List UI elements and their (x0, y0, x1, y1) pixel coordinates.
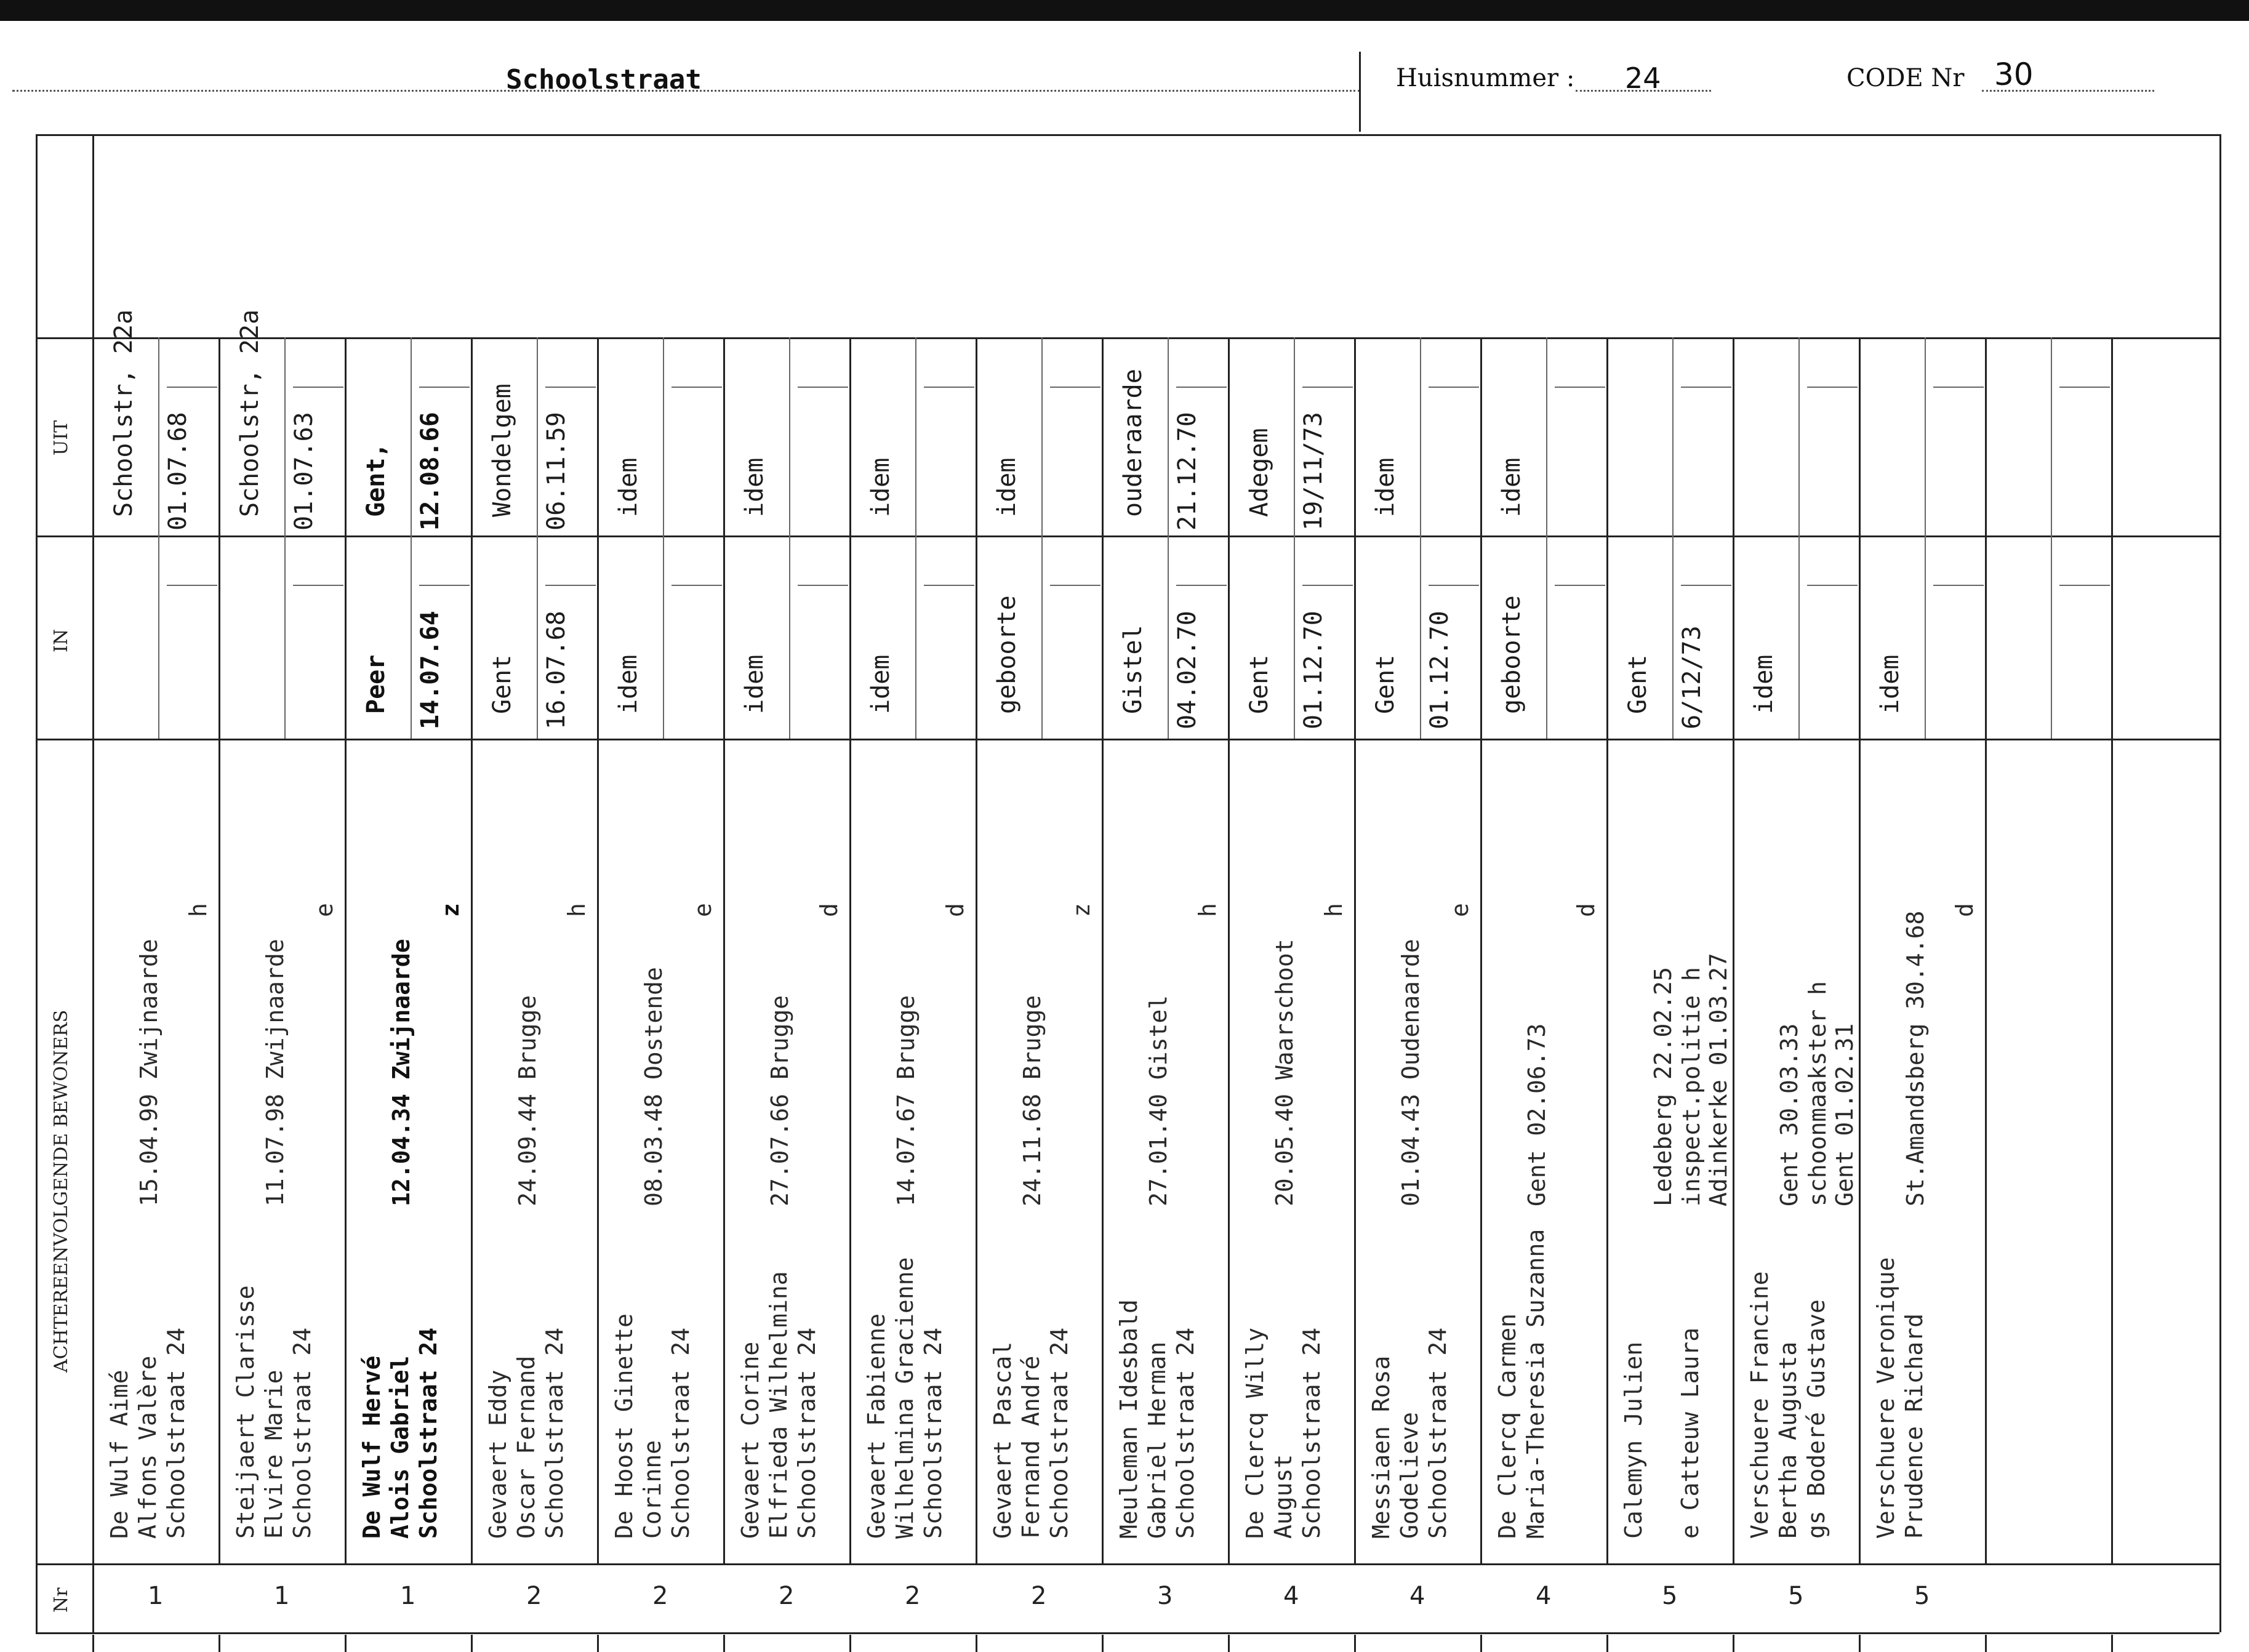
occupation: inspect.politie h (1678, 967, 1705, 1206)
in-date-dash (1933, 585, 1984, 586)
nr-tick (218, 1635, 220, 1652)
in-date-dash (545, 585, 596, 586)
section-divider-1 (36, 535, 2219, 537)
uit-date-dash (1050, 387, 1100, 388)
in-date-dash (419, 585, 470, 586)
uit-sub-divider (1546, 337, 1547, 535)
partner-birth: Adinkerke 01.03.27 (1705, 953, 1732, 1206)
in-place: Gistel (1119, 625, 1147, 714)
section-divider-2 (36, 739, 2219, 740)
uit-date-dash (2059, 387, 2110, 388)
in-date: 01.12.70 (1425, 611, 1454, 729)
resident-line: gs Boderé Gustave (1803, 1299, 1830, 1539)
uit-place: idem (867, 457, 895, 517)
resident-number: 2 (905, 1582, 921, 1610)
birth-date-place: 24.11.68 Brugge (1019, 995, 1046, 1206)
section-divider-3 (36, 1563, 2219, 1565)
house-number-label: Huisnummer : (1396, 64, 1575, 92)
in-date-dash (1681, 585, 1731, 586)
resident-number: 1 (274, 1582, 290, 1610)
street-name: Schoolstraat (506, 64, 702, 95)
column-divider (1985, 337, 1987, 1563)
nr-tick (92, 1635, 94, 1652)
gender-code: d (942, 903, 969, 917)
resident-number: 3 (1157, 1582, 1173, 1610)
top-scan-edge (0, 0, 2249, 21)
in-date-dash (798, 585, 848, 586)
uit-sub-divider (1672, 337, 1674, 535)
column-divider (1354, 337, 1356, 1563)
uit-sub-divider (1168, 337, 1169, 535)
in-date-dash (924, 585, 974, 586)
gender-code: d (816, 903, 843, 917)
resident-line: Prudence Richard (1901, 1313, 1928, 1539)
gender-code: h (1194, 903, 1221, 917)
nr-tick (1228, 1635, 1230, 1652)
header-divider (1359, 52, 1361, 132)
gender-code: z (1068, 903, 1095, 917)
in-sub-divider (1168, 535, 1169, 739)
column-divider (849, 337, 851, 1563)
resident-number: 4 (1283, 1582, 1299, 1610)
in-sub-divider (1294, 535, 1295, 739)
uit-sub-divider (789, 337, 790, 535)
uit-date: 01.07.63 (290, 412, 318, 531)
column-divider (976, 337, 977, 1563)
uit-place: idem (1371, 457, 1400, 517)
uit-place: idem (740, 457, 769, 517)
gender-code: z (437, 903, 464, 917)
column-divider (1102, 337, 1104, 1563)
nr-tick (1480, 1635, 1482, 1652)
nr-tick (471, 1635, 473, 1652)
uit-sub-divider (158, 337, 159, 535)
column-divider (2111, 337, 2113, 1563)
in-date-dash (1050, 585, 1100, 586)
partner-birth: Gent 01.02.31 (1831, 1023, 1858, 1206)
gender-code: e (1446, 903, 1473, 917)
in-date-dash (1176, 585, 1227, 586)
uit-date: 19/11/73 (1299, 412, 1328, 531)
column-divider (723, 337, 725, 1563)
uit-date-dash (1681, 387, 1731, 388)
resident-line: Schoolstraat 24 (793, 1327, 820, 1539)
uit-place: Gent, (362, 443, 390, 517)
in-date: 6/12/73 (1678, 625, 1706, 729)
in-date-dash (671, 585, 722, 586)
uit-date: 01.07.68 (164, 412, 192, 531)
birth-date-place: 20.05.40 Waarschoot (1271, 939, 1298, 1206)
resident-line: Schoolstraat 24 (1046, 1327, 1073, 1539)
gender-code: h (563, 903, 590, 917)
resident-line: De Wulf Hervé (358, 1355, 385, 1539)
uit-sub-divider (1420, 337, 1421, 535)
resident-line: August (1270, 1454, 1297, 1539)
column-divider (597, 337, 599, 1563)
birth-date-place: 24.09.44 Brugge (514, 995, 541, 1206)
column-divider (471, 337, 473, 1563)
resident-line: Corinne (639, 1440, 666, 1539)
in-date: 14.07.64 (416, 611, 444, 729)
nr-tick (2111, 1635, 2113, 1652)
resident-line: Bertha Augusta (1774, 1341, 1802, 1539)
resident-line: De Hoost Ginette (611, 1313, 638, 1539)
birth-date-place: Gent 30.03.33 (1776, 1023, 1803, 1206)
uit-sub-divider (411, 337, 412, 535)
in-place: idem (740, 654, 769, 714)
uit-date: 12.08.66 (416, 412, 444, 531)
uit-label: UIT (50, 420, 72, 455)
in-sub-divider (1925, 535, 1926, 739)
resident-line: Verschuere Veronique (1872, 1257, 1899, 1539)
gender-code: e (311, 903, 338, 917)
resident-number: 2 (779, 1582, 795, 1610)
resident-line: Alois Gabriel (387, 1355, 414, 1539)
uit-sub-divider (284, 337, 286, 535)
in-place: Gent (488, 654, 516, 714)
uit-date-dash (671, 387, 722, 388)
in-place: idem (614, 654, 643, 714)
uit-date-dash (545, 387, 596, 388)
in-sub-divider (2051, 535, 2052, 739)
resident-line: Schoolstraat 24 (667, 1327, 694, 1539)
nr-tick (597, 1635, 599, 1652)
resident-line: Elvire Marie (260, 1369, 287, 1539)
in-date: 01.12.70 (1299, 611, 1328, 729)
in-sub-divider (537, 535, 538, 739)
nr-tick (1859, 1635, 1861, 1652)
in-date-dash (1302, 585, 1353, 586)
birth-date-place: Ledeberg 22.02.25 (1650, 967, 1677, 1206)
column-divider (1859, 337, 1861, 1563)
in-place: Gent (1245, 654, 1273, 714)
resident-line: Schoolstraat 24 (289, 1327, 316, 1539)
in-sub-divider (411, 535, 412, 739)
in-date-dash (167, 585, 217, 586)
resident-line: Meuleman Idesbald (1115, 1299, 1142, 1539)
in-sub-divider (158, 535, 159, 739)
uit-date-dash (1302, 387, 1353, 388)
uit-date-dash (1807, 387, 1858, 388)
nr-tick (1985, 1635, 1987, 1652)
in-sub-divider (1546, 535, 1547, 739)
in-date-dash (2059, 585, 2110, 586)
uit-place: idem (1497, 457, 1526, 517)
uit-place: Schoolstr, 22a (236, 309, 264, 517)
resident-number: 5 (1788, 1582, 1804, 1610)
in-place: idem (867, 654, 895, 714)
in-date-dash (1555, 585, 1605, 586)
uit-sub-divider (1798, 337, 1800, 535)
birth-date-place: 27.01.40 Gistel (1145, 995, 1172, 1206)
resident-line: Schoolstraat 24 (415, 1327, 442, 1539)
label-column-divider (92, 134, 94, 1632)
uit-sub-divider (1294, 337, 1295, 535)
in-label: IN (50, 628, 72, 652)
in-place: idem (1876, 654, 1904, 714)
birth-date-place: 14.07.67 Brugge (892, 995, 920, 1206)
in-sub-divider (789, 535, 790, 739)
resident-line: Fernand André (1017, 1355, 1044, 1539)
in-sub-divider (915, 535, 916, 739)
table-bottom-border (36, 1632, 2219, 1634)
in-date-dash (1807, 585, 1858, 586)
in-sub-divider (284, 535, 286, 739)
resident-line: Schoolstraat 24 (920, 1327, 947, 1539)
resident-line: Gevaert Fabienne (863, 1313, 890, 1539)
birth-date-place: St.Amandsberg 30.4.68 (1902, 910, 1929, 1206)
nr-tick (849, 1635, 851, 1652)
nr-tick (976, 1635, 977, 1652)
resident-number: 4 (1536, 1582, 1552, 1610)
in-place: geboorte (1497, 595, 1526, 714)
uit-date-dash (167, 387, 217, 388)
in-sub-divider (1041, 535, 1043, 739)
column-divider (345, 337, 347, 1563)
table-top-border (36, 134, 2219, 136)
uit-date-dash (419, 387, 470, 388)
resident-line: Godelieve (1396, 1412, 1423, 1539)
uit-date-dash (798, 387, 848, 388)
resident-number: 4 (1409, 1582, 1425, 1610)
uit-sub-divider (915, 337, 916, 535)
in-date-dash (1429, 585, 1479, 586)
uit-place: ouderaarde (1119, 369, 1147, 517)
resident-number: 1 (148, 1582, 164, 1610)
resident-line: De Clercq Willy (1241, 1327, 1269, 1539)
code-value: 30 (1994, 57, 2034, 92)
in-sub-divider (1672, 535, 1674, 739)
column-divider (1228, 337, 1230, 1563)
in-date: 04.02.70 (1173, 611, 1201, 729)
column-divider (218, 337, 220, 1563)
table-left-border (36, 134, 38, 1632)
column-divider (1480, 337, 1482, 1563)
uit-place: idem (614, 457, 643, 517)
uit-place: Wondelgem (488, 383, 516, 517)
uit-sub-divider (1925, 337, 1926, 535)
column-divider (1733, 337, 1734, 1563)
in-sub-divider (663, 535, 664, 739)
resident-line: Elfrieda Wilhelmina (765, 1271, 792, 1539)
birth-date-place: 12.04.34 Zwijnaarde (388, 939, 415, 1206)
uit-sub-divider (537, 337, 538, 535)
uit-sub-divider (1041, 337, 1043, 535)
uit-place: Schoolstr, 22a (110, 309, 138, 517)
birth-date-place: 27.07.66 Brugge (766, 995, 793, 1206)
bewoners-label: ACHTEREENVOLGENDE BEWONERS (50, 1009, 72, 1373)
resident-number: 2 (526, 1582, 542, 1610)
in-sub-divider (1420, 535, 1421, 739)
resident-number: 2 (652, 1582, 668, 1610)
resident-number: 5 (1914, 1582, 1930, 1610)
in-place: idem (1750, 654, 1778, 714)
resident-line: Alfons Valère (134, 1355, 161, 1539)
resident-line: Messiaen Rosa (1368, 1355, 1395, 1539)
in-date: 16.07.68 (542, 611, 571, 729)
occupation: schoonmaakster h (1804, 980, 1831, 1206)
in-place: Gent (1624, 654, 1652, 714)
uit-date: 21.12.70 (1173, 412, 1201, 531)
resident-number: 2 (1031, 1582, 1047, 1610)
uit-sub-divider (2051, 337, 2052, 535)
resident-line: Schoolstraat 24 (1298, 1327, 1325, 1539)
birth-date-place: 08.03.48 Oostende (640, 967, 667, 1206)
uit-date-dash (1429, 387, 1479, 388)
uit-date: 06.11.59 (542, 412, 571, 531)
section-divider-0 (36, 337, 2219, 339)
uit-date-dash (924, 387, 974, 388)
resident-number: 5 (1662, 1582, 1678, 1610)
gender-code: d (1951, 903, 1978, 917)
gender-code: e (689, 903, 716, 917)
nr-tick (1606, 1635, 1608, 1652)
in-place: Peer (362, 654, 390, 714)
resident-line: Schoolstraat 24 (1172, 1327, 1199, 1539)
resident-line: Oscar Fernand (513, 1355, 540, 1539)
resident-line: De Wulf Aimé (106, 1369, 133, 1539)
birth-date-place: Gent 02.06.73 (1523, 1023, 1550, 1206)
birth-date-place: 15.04.99 Zwijnaarde (135, 939, 162, 1206)
uit-sub-divider (663, 337, 664, 535)
resident-number: 1 (400, 1582, 416, 1610)
resident-line: Steijaert Clarisse (232, 1285, 259, 1539)
resident-line: Maria-Theresia Suzanna (1522, 1229, 1549, 1539)
nr-tick (1354, 1635, 1356, 1652)
uit-date-dash (1933, 387, 1984, 388)
uit-place: idem (993, 457, 1021, 517)
resident-line: e Catteuw Laura (1677, 1327, 1704, 1539)
in-date-dash (293, 585, 343, 586)
uit-date-dash (293, 387, 343, 388)
nr-tick (723, 1635, 725, 1652)
nr-tick (1102, 1635, 1104, 1652)
birth-date-place: 01.04.43 Oudenaarde (1397, 939, 1424, 1206)
resident-line: Wilhelmina Gracienne (891, 1257, 918, 1539)
column-divider (1606, 337, 1608, 1563)
nr-label: Nr (50, 1587, 72, 1613)
gender-code: h (185, 903, 212, 917)
resident-line: Schoolstraat 24 (162, 1327, 190, 1539)
nr-tick (345, 1635, 347, 1652)
table-right-border (2219, 134, 2221, 1632)
code-label: CODE Nr (1846, 64, 1965, 92)
in-place: Gent (1371, 654, 1400, 714)
house-number-value: 24 (1625, 62, 1661, 95)
resident-line: Calemyn Julien (1620, 1341, 1647, 1539)
resident-line: Gabriel Herman (1144, 1341, 1171, 1539)
in-sub-divider (1798, 535, 1800, 739)
resident-line: Gevaert Corine (737, 1341, 764, 1539)
birth-date-place: 11.07.98 Zwijnaarde (262, 939, 289, 1206)
resident-line: Schoolstraat 24 (541, 1327, 568, 1539)
gender-code: h (1320, 903, 1347, 917)
resident-line: Schoolstraat 24 (1424, 1327, 1451, 1539)
uit-place: Adegem (1245, 428, 1273, 517)
resident-line: Verschuere Francine (1746, 1271, 1773, 1539)
gender-code: d (1573, 903, 1600, 917)
resident-line: Gevaert Eddy (484, 1369, 511, 1539)
uit-date-dash (1555, 387, 1605, 388)
nr-tick (1733, 1635, 1734, 1652)
uit-date-dash (1176, 387, 1227, 388)
in-place: geboorte (993, 595, 1021, 714)
resident-line: Gevaert Pascal (989, 1341, 1016, 1539)
resident-line: De Clercq Carmen (1494, 1313, 1521, 1539)
